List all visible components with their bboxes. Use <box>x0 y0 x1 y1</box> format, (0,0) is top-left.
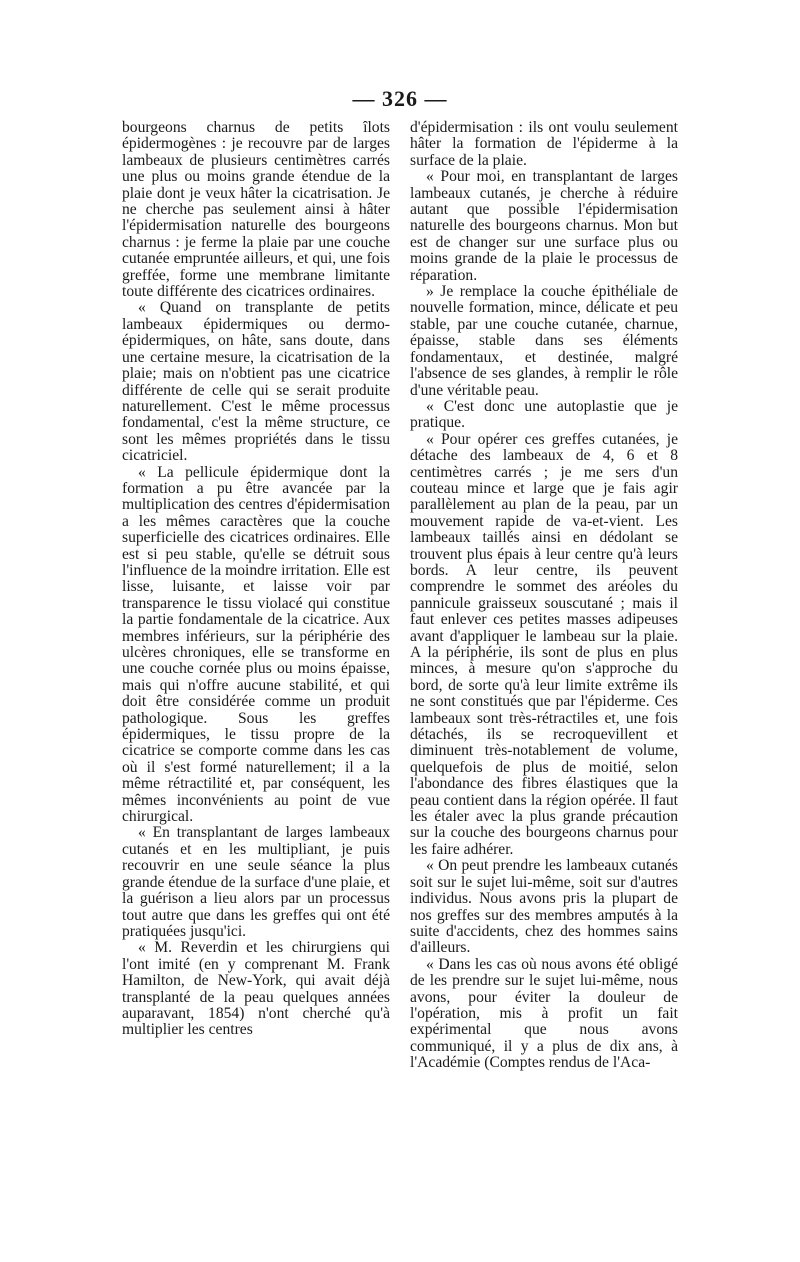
paragraph: « Dans les cas où nous avons été obligé de les prendre sur le sujet lui-même, nous avons, pour éviter la douleur de l'opération, mis à profit un fait expérimental que nous avons communiqué, il y a plus de dix ans, à l'Académie (Comptes rendus de l'Aca- <box>410 955 678 1072</box>
right-column <box>410 120 678 1072</box>
paragraph: bourgeons charnus de petits îlots épidermogènes : je recouvre par de larges lambeaux de plusieurs centimètres carrés une plus ou moins grande étendue de la plaie dont je veux hâter la cicatrisation. Je ne cherche pas seulement ainsi à hâter l'épidermisation naturelle des bourgeons charnus : je ferme la plaie par une couche cutanée empruntée ailleurs, et qui, une fois greffée, forme une membrane limitante toute différente des cicatrices ordinaires. <box>122 119 390 301</box>
paragraph: d'épidermisation : ils ont voulu seulement hâter la formation de l'épiderme à la surface de la plaie. <box>410 119 678 169</box>
paragraph: « C'est donc une autoplastie que je pratique. <box>410 397 678 432</box>
paragraph: » Je remplace la couche épithéliale de nouvelle formation, mince, délicate et peu stable, par une couche cutanée, charnue, épaisse, stable dans ses éléments fondamentaux, et destinée, malgré l'absence de ses glandes, à remplir le rôle d'une véritable peau. <box>410 283 678 399</box>
paragraph: « M. Reverdin et les chirurgiens qui l'ont imité (en y comprenant M. Frank Hamilton, de New-York, qui avait déjà transplanté de la peau quelques années auparavant, 1854) n'ont cherché qu'à multiplier les centres <box>122 939 390 1039</box>
page-number: — 326 — <box>352 86 448 111</box>
paragraph: « Quand on transplante de petits lambeaux épidermiques ou dermo-épidermiques, on hâte, sans doute, dans une certaine mesure, la cicatrisation de la plaie; mais on n'obtient pas une cicatrice différente de celle qui se serait produite naturellement. C'est le même processus fondamental, c'est la même structure, ce sont les mêmes propriétés dans le tissu cicatriciel. <box>122 299 390 465</box>
left-column <box>122 120 390 1039</box>
paragraph: « On peut prendre les lambeaux cutanés soit sur le sujet lui-même, soit sur d'autres individus. Nous avons pris la plupart de nos greffes sur des membres amputés à la suite d'accidents, chez des hommes sains d'ailleurs. <box>410 857 678 957</box>
paragraph: « En transplantant de larges lambeaux cutanés et en les multipliant, je puis recouvrir en une seule séance la plus grande étendue de la surface d'une plaie, et la guérison a lieu alors par un processus tout autre que dans les greffes qui ont été pratiquées jusqu'ici. <box>122 824 390 940</box>
paragraph: « Pour opérer ces greffes cutanées, je détache des lambeaux de 4, 6 et 8 centimètres carrés ; je me sers d'un couteau mince et large que je fais agir parallèlement au plan de la peau, par un mouvement rapide de va-et-vient. Les lambeaux taillés ainsi en dédolant se trouvent plus épais à leur centre qu'à leurs bords. A leur centre, ils peuvent comprendre le sommet des aréoles du pannicule graisseux souscutané ; mais il faut enlever ces petites masses adipeuses avant d'appliquer le lambeau sur la plaie. A la périphérie, ils sont de plus en plus minces, à mesure qu'on s'approche du bord, de sorte qu'à leur limite extrême ils ne sont constitués que par l'épiderme. Ces lambeaux sont très-rétractiles et, une fois détachés, ils se recroquevillent et diminuent très-notablement de volume, quelquefois de plus de moitié, selon l'abondance des fibres élastiques que la peau contient dans la région opérée. Il faut les étaler avec la plus grande précaution sur la couche des bourgeons charnus pour les faire adhérer. <box>410 430 678 858</box>
paragraph: « La pellicule épidermique dont la formation a pu être avancée par la multiplication des centres d'épidermisation a les mêmes caractères que la couche superficielle des cicatrices ordinaires. Elle est si peu stable, qu'elle se détruit sous l'influence de la moindre irritation. Elle est lisse, luisante, et laisse voir par transparence le tissu violacé qui constitue la partie fondamentale de la cicatrice. Aux membres inférieurs, sur la périphérie des ulcères chroniques, elle se transforme en une couche cornée plus ou moins épaisse, mais qui n'offre aucune stabilité, et qui doit être considérée comme un produit pathologique. Sous les greffes épidermiques, le tissu propre de la cicatrice se comporte comme dans les cas où il s'est formé naturellement; il a la même rétractilité et, par conséquent, les mêmes inconvénients au point de vue chirurgical. <box>122 463 390 826</box>
paragraph: « Pour moi, en transplantant de larges lambeaux cutanés, je cherche à réduire autant que possible l'épidermisation naturelle des bourgeons charnus. Mon but est de changer sur une surface plus ou moins grande de la plaie le processus de réparation. <box>410 168 678 284</box>
